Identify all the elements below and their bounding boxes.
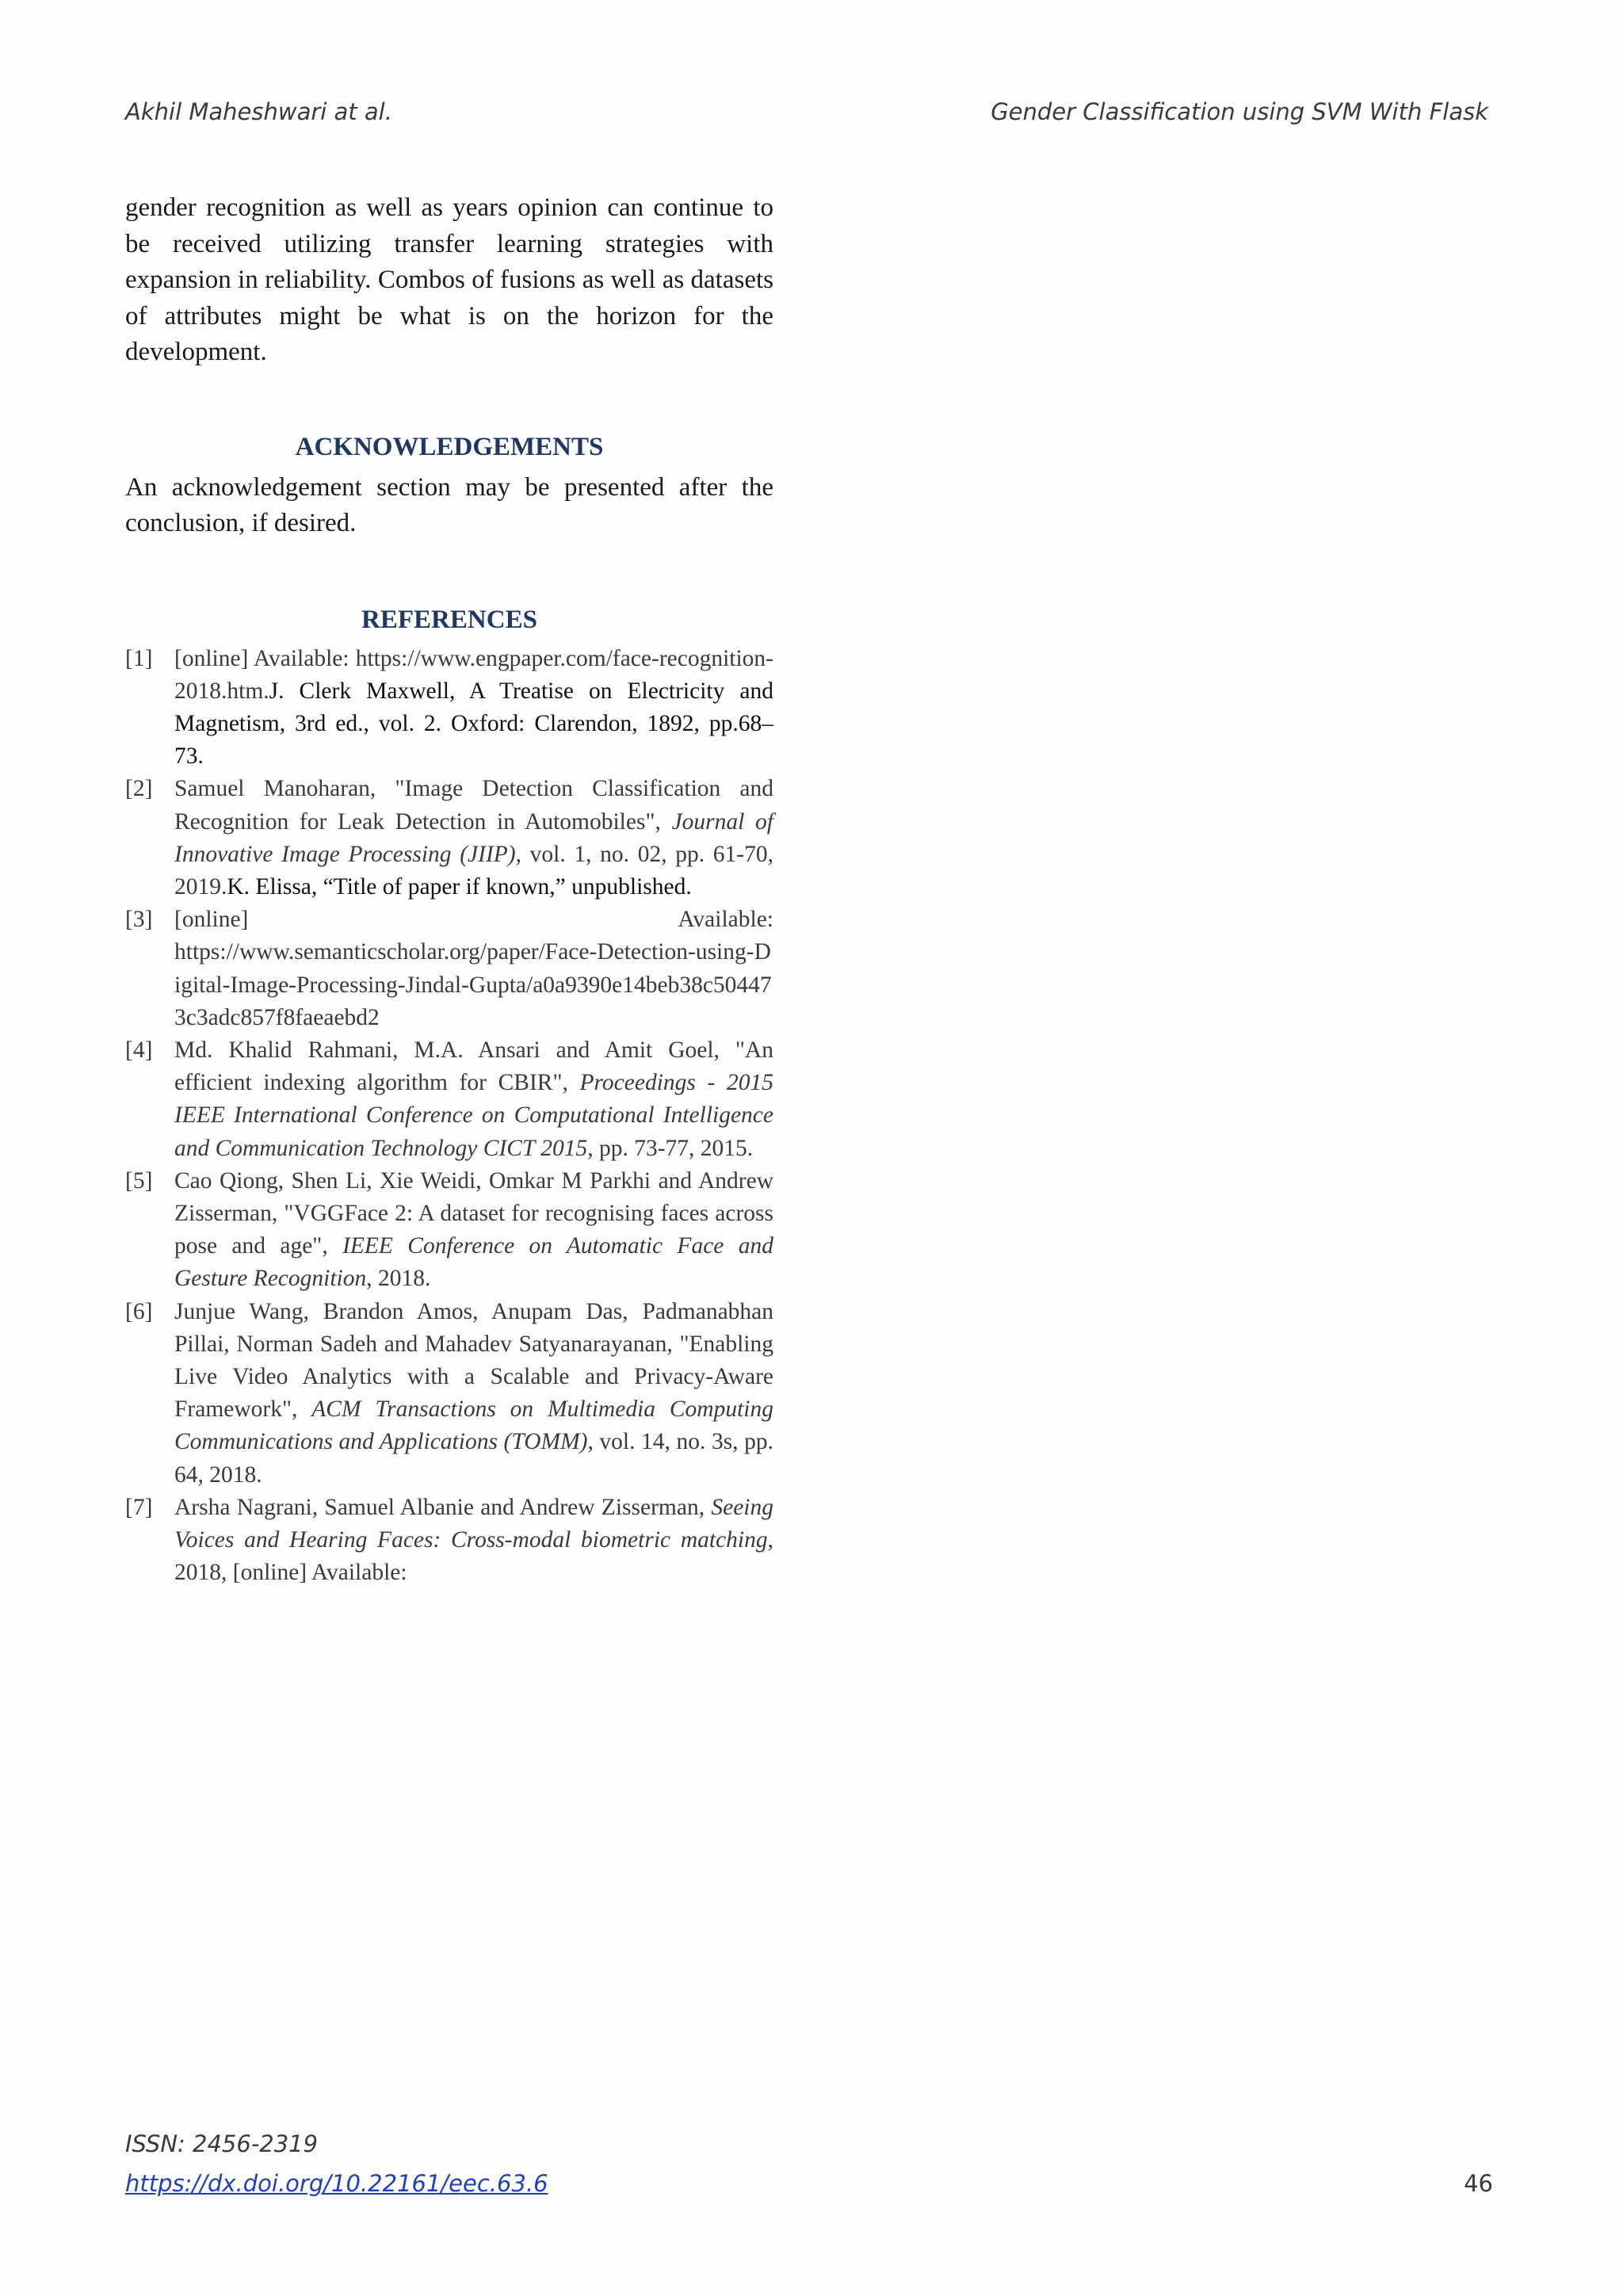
reference-item — [125, 1492, 773, 1590]
reference-text: [online] Available: https://www.engpaper.com/face-recognition-2018.htm.J. Clerk Maxwell, A Treatise on Electricity and Magnetism, 3rd ed., vol. 2. Oxford: Clarendon, 1892, pp.68–73. — [174, 645, 773, 770]
reference-text: Samuel Manoharan, "Image Detection Classification and Recognition for Leak Detection in Automobiles", Journal of Innovative Image Processing (JIIP), vol. 1, no. 02, pp. 61-70, 2019.K. Elissa, “Title of paper if known,” unpublished. — [174, 776, 773, 900]
intro-paragraph: gender recognition as well as years opinion can continue to be received utilizing transfer learning strategies with expansion in reliability. Combos of fusions as well as datasets of attributes might be what is on the horizon for the development. — [125, 193, 773, 366]
reference-item — [125, 1165, 773, 1296]
reference-text: [online] Available: https://www.semanticscholar.org/paper/Face-Detection-using-Digital-Image-Processing-Jindal-Gupta/a0a9390e14beb38c504473c3adc857f8faeaebd2 — [174, 904, 773, 1034]
reference-item — [125, 1034, 773, 1165]
reference-text: Md. Khalid Rahmani, M.A. Ansari and Amit Goel, "An efficient indexing algorithm for CBIR", Proceedings - 2015 IEEE International Conference on Computational Intelligence and Communication Technology CICT 2015, pp. 73-77, 2015. — [174, 1037, 773, 1161]
reference-list — [125, 643, 773, 1590]
reference-url[interactable]: https://www.semanticscholar.org/paper/Face-Detection-using-Digital-Image-Processing-Jindal-Gupta/a0a9390e14beb38c504473c3adc857f8faeaebd2 — [174, 939, 772, 1030]
running-header-title: Gender Classification using SVM With Flask — [991, 98, 1488, 125]
reference-item — [125, 643, 773, 774]
reference-number: [1] — [125, 645, 153, 671]
page-footer — [125, 2124, 548, 2203]
reference-item — [125, 1296, 773, 1492]
reference-text: Cao Qiong, Shen Li, Xie Weidi, Omkar M Parkhi and Andrew Zisserman, "VGGFace 2: A dataset for recognising faces across pose and age", IEEE Conference on Automatic Face and Gesture Recognition, 2018. — [174, 1167, 773, 1292]
text-column — [125, 190, 773, 1589]
reference-item — [125, 904, 773, 1034]
references-heading: REFERENCES — [361, 605, 537, 634]
doi-link[interactable]: https://dx.doi.org/10.22161/eec.63.6 — [125, 2170, 548, 2197]
acknowledgements-text: An acknowledgement section may be presented after the conclusion, if desired. — [125, 472, 773, 537]
reference-number: [6] — [125, 1298, 153, 1324]
reference-number: [3] — [125, 907, 153, 933]
acknowledgements-heading: ACKNOWLEDGEMENTS — [295, 432, 604, 461]
reference-number: [7] — [125, 1494, 153, 1520]
reference-number: [2] — [125, 776, 153, 802]
reference-text: Junjue Wang, Brandon Amos, Anupam Das, Padmanabhan Pillai, Norman Sadeh and Mahadev Satyanarayanan, "Enabling Live Video Analytics with a Scalable and Privacy-Aware Framework", ACM Transactions on Multimedia Computing Communications and Applications (TOMM), vol. 14, no. 3s, pp. 64, 2018. — [174, 1298, 773, 1488]
reference-number: [4] — [125, 1037, 153, 1063]
reference-text: Arsha Nagrani, Samuel Albanie and Andrew Zisserman, Seeing Voices and Hearing Faces: Cross-modal biometric matching, 2018, [online] Available: — [174, 1494, 773, 1586]
reference-item — [125, 773, 773, 904]
page-number: 46 — [1464, 2170, 1493, 2197]
running-header-authors: Akhil Maheshwari at al. — [125, 98, 392, 125]
reference-number: [5] — [125, 1167, 153, 1194]
issn-text: ISSN: 2456-2319 — [125, 2130, 319, 2157]
